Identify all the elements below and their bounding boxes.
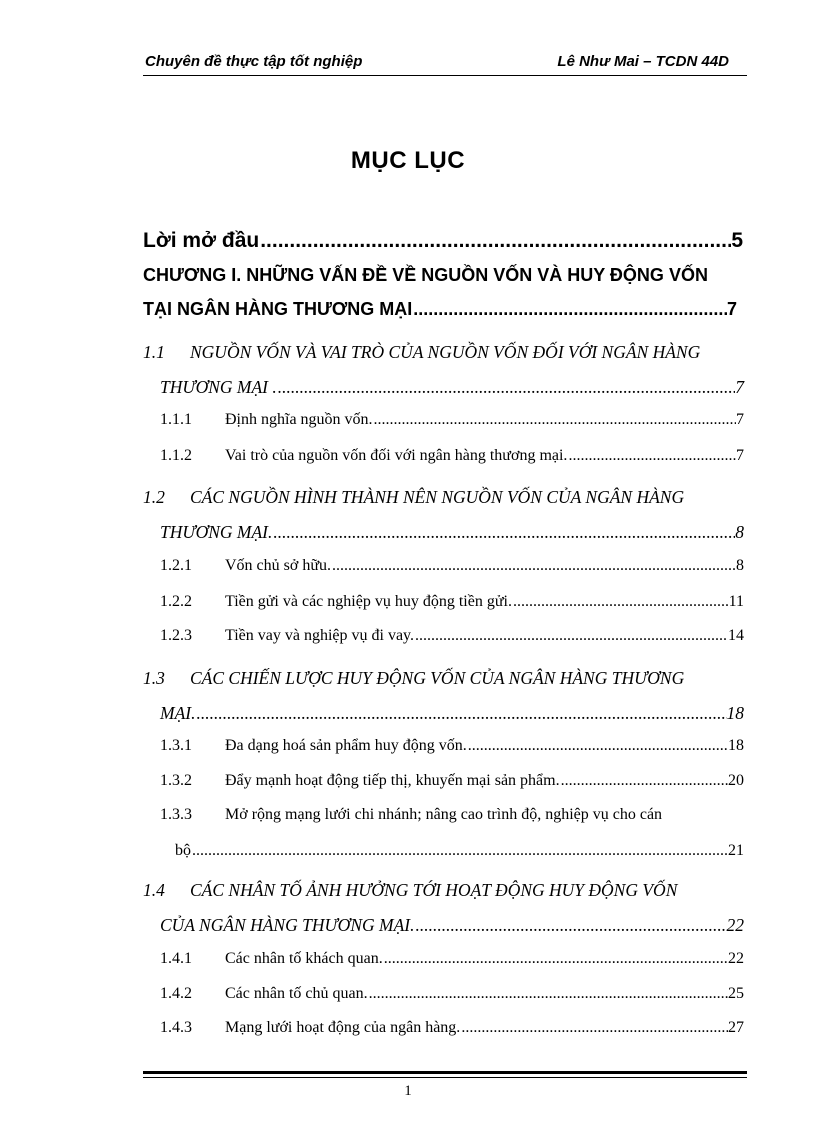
toc-section-number: 1.2 — [143, 487, 165, 507]
toc-page-number: 5 — [731, 229, 743, 252]
toc-page-number: 27 — [728, 1019, 744, 1036]
toc-entry-label: CÁC CHIẾN LƯỢC HUY ĐỘNG VỐN CỦA NGÂN HÀNG THƯƠNG — [190, 668, 685, 688]
toc-entry-label: Đẩy mạnh hoạt động tiếp thị, khuyến mại sản phẩm. — [225, 772, 560, 789]
toc-leader-dots — [384, 950, 728, 968]
toc-leader-dots — [413, 299, 727, 320]
toc-entry-label: Tiền vay và nghiệp vụ đi vay. — [225, 627, 415, 644]
toc-entry-1-2-3[interactable] — [160, 627, 744, 645]
toc-entry-label: CỦA NGÂN HÀNG THƯƠNG MẠI. — [160, 915, 415, 935]
toc-entry-label: THƯƠNG MẠI. — [160, 522, 273, 542]
toc-page-number: 20 — [728, 772, 744, 789]
toc-section-number: 1.3.3 — [160, 806, 192, 823]
toc-entry-label: Mở rộng mạng lưới chi nhánh; nâng cao trình độ, nghiệp vụ cho cán — [225, 806, 663, 823]
toc-entry-label: Vai trò của nguồn vốn đối với ngân hàng thương mại. — [225, 447, 568, 464]
toc-section-1-4-line1 — [143, 880, 747, 901]
toc-section-number: 1.3.2 — [160, 772, 192, 789]
header-author: Lê Như Mai – TCDN 44D — [557, 53, 729, 70]
toc-entry-1-3-3[interactable] — [175, 842, 744, 860]
toc-leader-dots — [196, 703, 726, 724]
toc-leader-dots — [374, 411, 736, 429]
toc-page-number: 14 — [728, 627, 744, 644]
toc-entry-1-4-3[interactable] — [160, 1019, 744, 1037]
header-document-type: Chuyên đề thực tập tốt nghiệp — [145, 53, 363, 70]
toc-entry-label: Đa dạng hoá sản phẩm huy động vốn. — [225, 737, 467, 754]
toc-section-number: 1.3.1 — [160, 737, 192, 754]
toc-entry-label: THƯƠNG MẠI . — [160, 377, 277, 397]
toc-entry-chapter1[interactable] — [143, 299, 737, 320]
running-header — [143, 50, 747, 76]
toc-page-number: 7 — [726, 299, 737, 319]
toc-page-number: 25 — [728, 985, 744, 1002]
toc-section-number: 1.4.2 — [160, 985, 192, 1002]
toc-entry-label: Tiền gửi và các nghiệp vụ huy động tiền gửi. — [225, 593, 512, 610]
toc-leader-dots — [278, 377, 736, 398]
toc-page-number: 21 — [728, 842, 744, 859]
header-rule — [143, 75, 747, 76]
footer-rule-thick — [143, 1071, 747, 1074]
toc-entry-1-2-1[interactable] — [160, 557, 744, 575]
toc-page-number: 7 — [736, 447, 744, 464]
toc-section-number: 1.2.1 — [160, 557, 192, 574]
toc-page-number: 22 — [728, 950, 744, 967]
toc-section-number: 1.4 — [143, 880, 165, 900]
toc-section-number: 1.4.3 — [160, 1019, 192, 1036]
page-title: MỤC LỤC — [350, 147, 466, 174]
toc-section-number: 1.1 — [143, 342, 165, 362]
toc-entry-1-4-2[interactable] — [160, 985, 744, 1003]
toc-page-number: 18 — [728, 737, 744, 754]
toc-section-number: 1.2.3 — [160, 627, 192, 644]
toc-entry-1-3-1[interactable] — [160, 737, 744, 755]
toc-chapter1-line1: CHƯƠNG I. NHỮNG VẤN ĐỀ VỀ NGUỒN VỐN VÀ HUY ĐỘNG VỐN — [143, 265, 708, 285]
toc-entry-1-2-2[interactable] — [160, 593, 744, 611]
toc-leader-dots — [468, 737, 728, 755]
toc-section-number: 1.3 — [143, 668, 165, 688]
footer-rule-thin — [143, 1077, 747, 1078]
toc-entry-label: CÁC NGUỒN HÌNH THÀNH NÊN NGUỒN VỐN CỦA NGÂN HÀNG — [190, 487, 685, 507]
toc-leader-dots — [369, 985, 728, 1003]
toc-leader-dots — [415, 915, 726, 936]
toc-entry-1-1-1[interactable] — [160, 411, 744, 429]
toc-page-number: 8 — [736, 557, 744, 574]
toc-section-1-3-line1 — [143, 668, 747, 689]
toc-leader-dots — [260, 229, 731, 253]
toc-leader-dots — [415, 627, 728, 645]
toc-entry-label: Lời mở đầu — [143, 229, 260, 252]
toc-entry-label: Định nghĩa nguồn vốn. — [225, 411, 373, 428]
toc-section-number: 1.4.1 — [160, 950, 192, 967]
toc-leader-dots — [192, 842, 728, 860]
toc-section-1-3-3-line1 — [160, 806, 745, 824]
toc-entry-label: Mạng lưới hoạt động của ngân hàng. — [225, 1019, 461, 1036]
toc-page-number: 7 — [735, 377, 744, 397]
toc-entry-1-3-2[interactable] — [160, 772, 744, 790]
toc-section-1-2-line1 — [143, 487, 747, 508]
toc-entry-label: bộ — [175, 842, 191, 859]
toc-entry-1-3[interactable] — [160, 703, 744, 724]
page-number: 1 — [404, 1083, 412, 1099]
toc-entry-label: Các nhân tố chủ quan. — [225, 985, 368, 1002]
toc-entry-1-4[interactable] — [160, 915, 744, 936]
toc-page-number: 18 — [726, 703, 744, 723]
toc-leader-dots — [461, 1019, 728, 1037]
toc-section-number: 1.1.2 — [160, 447, 192, 464]
toc-page-number: 8 — [735, 522, 744, 542]
toc-leader-dots — [332, 557, 736, 575]
toc-entry-label: Các nhân tố khách quan. — [225, 950, 383, 967]
toc-leader-dots — [568, 447, 736, 465]
toc-entry-intro[interactable] — [143, 229, 743, 253]
toc-entry-label: TẠI NGÂN HÀNG THƯƠNG MẠI — [143, 299, 413, 319]
toc-entry-label: Vốn chủ sở hữu. — [225, 557, 332, 574]
toc-entry-label: NGUỒN VỐN VÀ VAI TRÒ CỦA NGUỒN VỐN ĐỐI VỚI NGÂN HÀNG — [190, 342, 701, 362]
toc-page-number: 22 — [726, 915, 744, 935]
toc-entry-label: CÁC NHÂN TỐ ẢNH HƯỞNG TỚI HOẠT ĐỘNG HUY ĐỘNG VỐN — [190, 880, 678, 900]
toc-section-number: 1.1.1 — [160, 411, 192, 428]
toc-entry-1-1[interactable] — [160, 377, 744, 398]
toc-page-number: 11 — [728, 593, 744, 610]
toc-section-number: 1.2.2 — [160, 593, 192, 610]
toc-entry-1-4-1[interactable] — [160, 950, 744, 968]
toc-leader-dots — [561, 772, 728, 790]
toc-entry-1-2[interactable] — [160, 522, 744, 543]
toc-page-number: 7 — [736, 411, 744, 428]
toc-entry-label: MẠI. — [160, 703, 196, 723]
toc-leader-dots — [513, 593, 729, 611]
toc-entry-1-1-2[interactable] — [160, 447, 744, 465]
toc-section-1-1-line1 — [143, 342, 747, 363]
toc-leader-dots — [273, 522, 735, 543]
